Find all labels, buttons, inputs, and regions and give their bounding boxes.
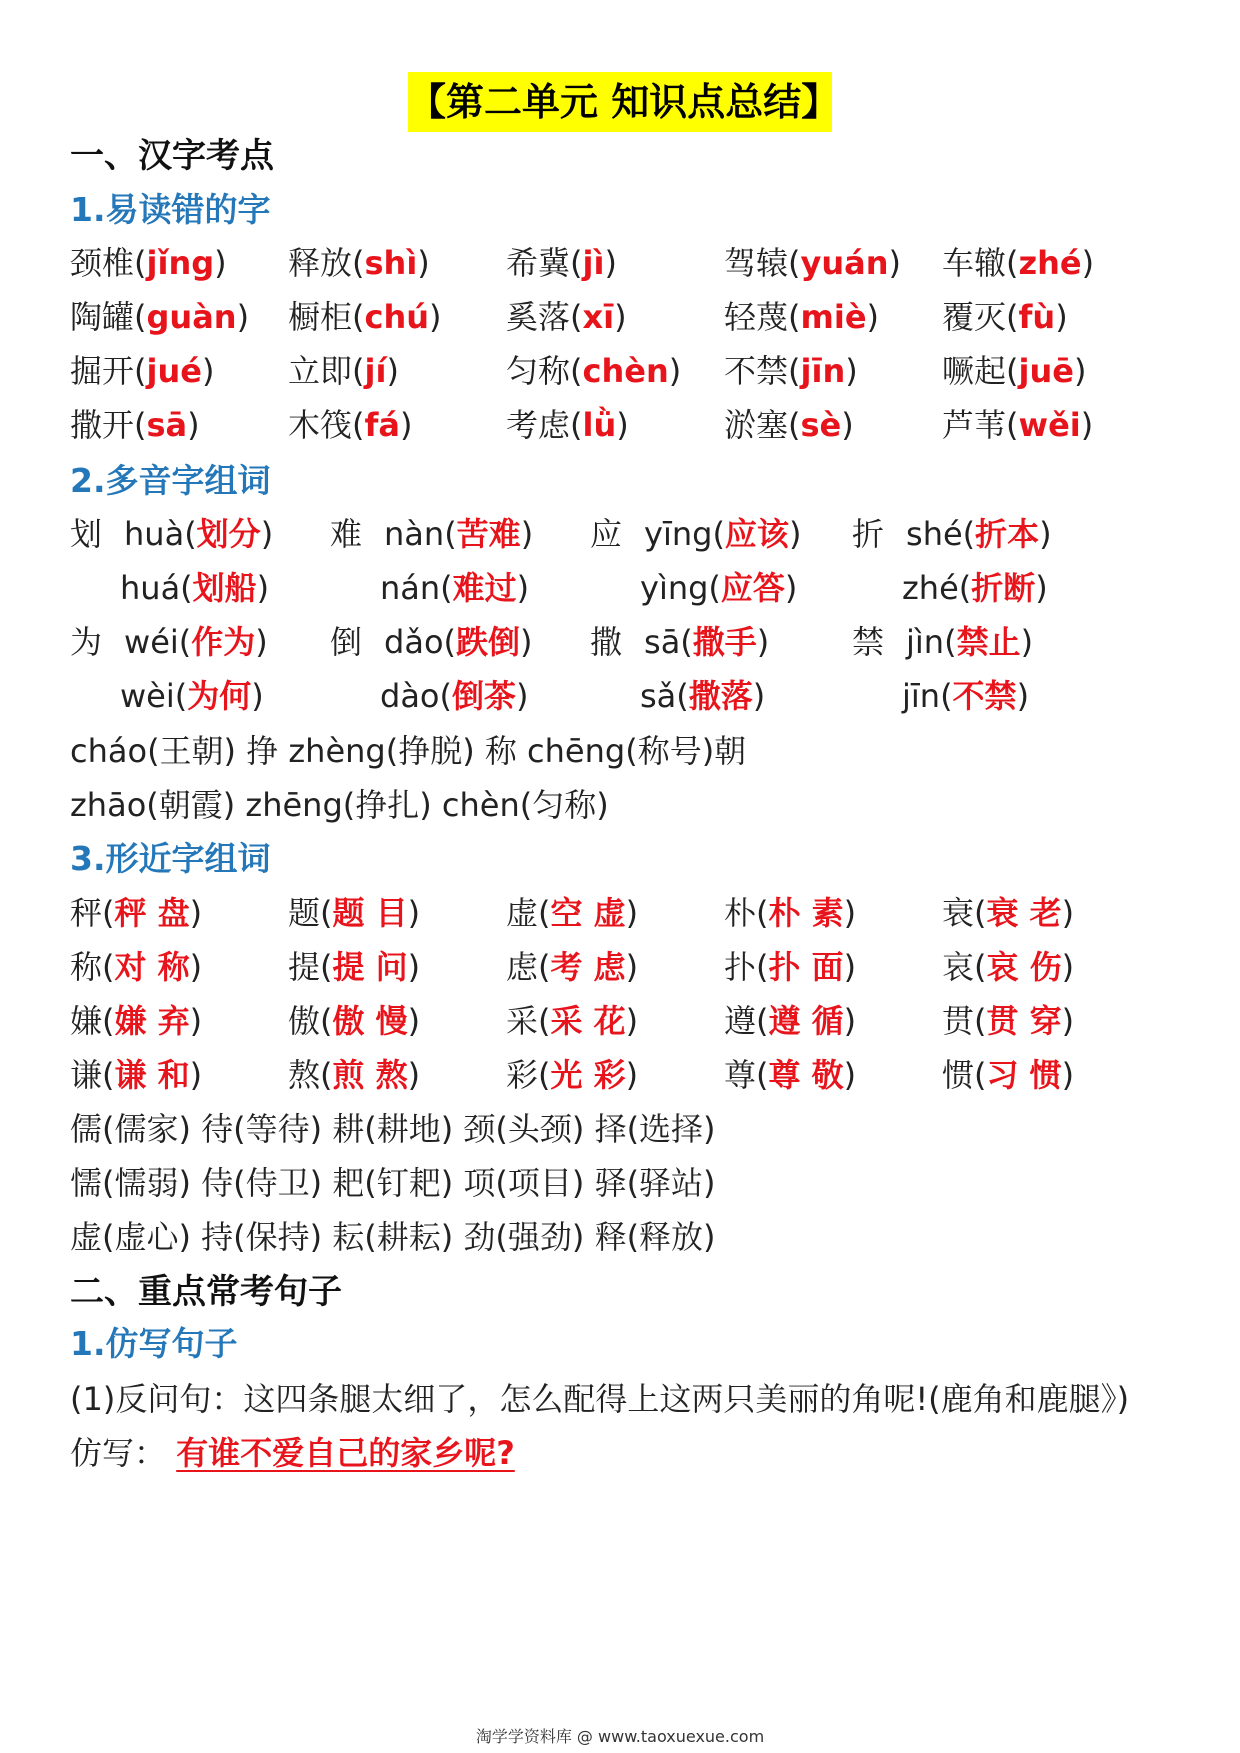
word-answer: 应答 <box>720 569 785 607</box>
similar-item <box>724 942 856 988</box>
close-paren: ) <box>189 1056 203 1094</box>
polyphone-b <box>380 563 529 609</box>
close-paren: ) <box>1081 244 1095 282</box>
word-answer: 朴 素 <box>768 894 844 932</box>
misread-item <box>70 400 200 446</box>
word: 不禁( <box>724 352 801 390</box>
close-paren: ) <box>407 1002 421 1040</box>
misread-item <box>942 238 1094 284</box>
word: 覆灭( <box>942 298 1019 336</box>
subheading-misread-chars: 1.易读错的字 <box>70 190 271 229</box>
pinyin-answer: jīn <box>800 352 846 390</box>
word-answer: 尊 敬 <box>768 1056 844 1094</box>
word-answer: 应该 <box>724 515 789 553</box>
char: 采( <box>506 1002 551 1040</box>
close-paren: ) <box>752 677 766 715</box>
misread-item <box>942 400 1093 446</box>
close-paren: ) <box>201 352 215 390</box>
misread-item <box>506 238 617 284</box>
word-answer: 嫌 弃 <box>114 1002 190 1040</box>
word: 噘起( <box>942 352 1019 390</box>
pinyin-answer: jì <box>582 244 605 282</box>
close-paren: ) <box>520 515 534 553</box>
pinyin-answer: juē <box>1018 352 1074 390</box>
imitate-label: 仿写： <box>70 1434 167 1472</box>
pinyin-answer: chèn <box>582 352 669 390</box>
close-paren: ) <box>417 244 430 282</box>
char: 哀( <box>942 948 987 986</box>
polyphone-char: 撒 <box>590 623 623 661</box>
word-answer: 折断 <box>971 569 1036 607</box>
word-answer: 难过 <box>452 569 517 607</box>
misread-item <box>70 346 214 392</box>
close-paren: ) <box>888 244 901 282</box>
word-answer: 不禁 <box>952 677 1017 715</box>
similar-item <box>288 996 420 1042</box>
close-paren: ) <box>843 948 857 986</box>
similar-line-1: 儒(儒家) 待(等待) 耕(耕地) 颈(头颈) 择(选择) <box>70 1110 716 1148</box>
close-paren: ) <box>625 1002 639 1040</box>
similar-item <box>288 888 420 934</box>
polyphone-b <box>640 671 765 717</box>
word: 撒开( <box>70 406 147 444</box>
pinyin: wéi( <box>124 623 192 661</box>
polyphone-char: 应 <box>590 515 623 553</box>
word: 奚落( <box>506 298 583 336</box>
similar-item <box>70 996 202 1042</box>
close-paren: ) <box>841 406 854 444</box>
polyphone-a <box>70 617 268 663</box>
word-answer: 秤 盘 <box>114 894 190 932</box>
pinyin: yīng( <box>644 515 725 553</box>
misread-item <box>288 238 430 284</box>
pinyin-answer: miè <box>800 298 867 336</box>
char: 朴( <box>724 894 769 932</box>
close-paren: ) <box>1016 677 1030 715</box>
close-paren: ) <box>189 1002 203 1040</box>
char: 贯( <box>942 1002 987 1040</box>
word-answer: 空 虚 <box>550 894 626 932</box>
close-paren: ) <box>845 352 858 390</box>
polyphone-b <box>902 563 1048 609</box>
similar-item <box>942 1050 1074 1096</box>
pinyin-answer: lǜ <box>582 406 617 444</box>
page-title: 【第二单元 知识点总结】 <box>408 72 832 132</box>
char: 谦( <box>70 1056 115 1094</box>
close-paren: ) <box>407 948 421 986</box>
misread-item <box>288 400 413 446</box>
close-paren: ) <box>189 948 203 986</box>
section-heading-sentences: 二、重点常考句子 <box>70 1272 342 1312</box>
char: 傲( <box>288 1002 333 1040</box>
close-paren: ) <box>625 1056 639 1094</box>
pinyin: huá( <box>120 569 193 607</box>
char: 尊( <box>724 1056 769 1094</box>
similar-item <box>942 888 1074 934</box>
word-answer: 划船 <box>192 569 257 607</box>
pinyin: nàn( <box>384 515 457 553</box>
close-paren: ) <box>429 298 442 336</box>
misread-item <box>942 346 1086 392</box>
word: 立即( <box>288 352 365 390</box>
polyphone-char: 划 <box>70 515 103 553</box>
close-paren: ) <box>616 406 629 444</box>
char: 嫌( <box>70 1002 115 1040</box>
word-answer: 苦难 <box>456 515 521 553</box>
word: 芦苇( <box>942 406 1019 444</box>
similar-item <box>70 888 202 934</box>
word-answer: 禁止 <box>956 623 1021 661</box>
misread-item <box>506 400 629 446</box>
similar-item <box>70 1050 202 1096</box>
word: 驾辕( <box>724 244 801 282</box>
close-paren: ) <box>614 298 627 336</box>
word-answer: 考 虑 <box>550 948 626 986</box>
word: 淤塞( <box>724 406 801 444</box>
similar-item <box>942 996 1074 1042</box>
subheading-polyphones: 2.多音字组词 <box>70 461 271 500</box>
close-paren: ) <box>407 894 421 932</box>
char: 衰( <box>942 894 987 932</box>
polyphone-a <box>590 509 801 555</box>
word-answer: 光 彩 <box>550 1056 626 1094</box>
close-paren: ) <box>866 298 879 336</box>
pinyin: dǎo( <box>384 623 456 661</box>
pinyin-answer: yuán <box>800 244 889 282</box>
char: 虑( <box>506 948 551 986</box>
close-paren: ) <box>1061 1002 1075 1040</box>
close-paren: ) <box>1073 352 1087 390</box>
close-paren: ) <box>516 677 529 715</box>
word-answer: 衰 老 <box>986 894 1062 932</box>
char: 秤( <box>70 894 115 932</box>
similar-item <box>288 942 420 988</box>
char: 彩( <box>506 1056 551 1094</box>
polyphone-b <box>902 671 1029 717</box>
char: 虚( <box>506 894 551 932</box>
pinyin-answer: jué <box>146 352 202 390</box>
similar-item <box>724 996 856 1042</box>
close-paren: ) <box>1061 948 1075 986</box>
pinyin-answer: xī <box>582 298 615 336</box>
polyphone-char: 禁 <box>852 623 885 661</box>
pinyin-answer: fá <box>364 406 401 444</box>
pinyin-answer: chú <box>364 298 430 336</box>
word: 释放( <box>288 244 365 282</box>
polyphone-a <box>852 617 1033 663</box>
pinyin: huà( <box>124 515 197 553</box>
pinyin: shé( <box>906 515 976 553</box>
close-paren: ) <box>1039 515 1052 553</box>
pinyin: dào( <box>380 677 452 715</box>
misread-item <box>288 292 442 338</box>
word: 车辙( <box>942 244 1019 282</box>
imitate-answer: 有谁不爱自己的家乡呢? <box>176 1434 515 1472</box>
word-answer: 谦 和 <box>114 1056 190 1094</box>
close-paren: ) <box>187 406 200 444</box>
pinyin: jīn( <box>902 677 953 715</box>
subheading-similar-chars: 3.形近字组词 <box>70 839 271 878</box>
close-paren: ) <box>843 1056 857 1094</box>
polyphone-a <box>330 509 533 555</box>
close-paren: ) <box>1061 894 1075 932</box>
close-paren: ) <box>251 677 264 715</box>
char: 惯( <box>942 1056 987 1094</box>
word-answer: 傲 慢 <box>332 1002 408 1040</box>
polyphone-b <box>380 671 528 717</box>
pinyin: wèi( <box>120 677 188 715</box>
close-paren: ) <box>604 244 617 282</box>
word-answer: 撒落 <box>688 677 753 715</box>
polyphone-b <box>640 563 797 609</box>
word: 掘开( <box>70 352 147 390</box>
close-paren: ) <box>625 894 639 932</box>
char: 称( <box>70 948 115 986</box>
pinyin-answer: wěi <box>1018 406 1081 444</box>
pinyin-answer: zhé <box>1018 244 1082 282</box>
pinyin-answer: fù <box>1018 298 1056 336</box>
word: 匀称( <box>506 352 583 390</box>
close-paren: ) <box>1020 623 1034 661</box>
similar-item <box>724 1050 856 1096</box>
word-answer: 采 花 <box>550 1002 626 1040</box>
misread-item <box>942 292 1068 338</box>
char: 遵( <box>724 1002 769 1040</box>
misread-item <box>70 238 227 284</box>
pinyin-answer: shì <box>364 244 418 282</box>
misread-item <box>724 238 901 284</box>
similar-item <box>506 942 638 988</box>
word-answer: 提 问 <box>332 948 408 986</box>
misread-item <box>506 292 627 338</box>
word-answer: 贯 穿 <box>986 1002 1062 1040</box>
close-paren: ) <box>256 569 270 607</box>
word-answer: 作为 <box>191 623 256 661</box>
word-answer: 对 称 <box>114 948 190 986</box>
section-heading-characters: 一、汉字考点 <box>70 136 274 176</box>
char: 熬( <box>288 1056 333 1094</box>
close-paren: ) <box>1061 1056 1075 1094</box>
pinyin: yìng( <box>640 569 721 607</box>
pinyin-answer: jí <box>364 352 387 390</box>
pinyin: sā( <box>644 623 693 661</box>
word: 轻蔑( <box>724 298 801 336</box>
polyphone-a <box>70 509 273 555</box>
close-paren: ) <box>756 623 770 661</box>
misread-item <box>506 346 681 392</box>
word-answer: 煎 熬 <box>332 1056 408 1094</box>
word-answer: 划分 <box>196 515 261 553</box>
pinyin: nán( <box>380 569 453 607</box>
polyphone-char: 倒 <box>330 623 363 661</box>
close-paren: ) <box>407 1056 421 1094</box>
footer-watermark: 淘学学资料库 @ www.taoxuexue.com <box>475 1727 765 1746</box>
close-paren: ) <box>189 894 203 932</box>
word: 木筏( <box>288 406 365 444</box>
word-answer: 题 目 <box>332 894 408 932</box>
misread-item <box>288 346 399 392</box>
word: 橱柜( <box>288 298 365 336</box>
misread-item <box>70 292 249 338</box>
close-paren: ) <box>255 623 268 661</box>
polyphone-a <box>330 617 533 663</box>
polyphone-char: 为 <box>70 623 103 661</box>
word: 希冀( <box>506 244 583 282</box>
close-paren: ) <box>843 1002 857 1040</box>
pinyin-answer: sā <box>146 406 188 444</box>
close-paren: ) <box>520 623 533 661</box>
word: 颈椎( <box>70 244 147 282</box>
polyphone-line-a: cháo(王朝) 挣 zhèng(挣脱) 称 chēng(称号)朝 <box>70 732 747 770</box>
pinyin: zhé( <box>902 569 972 607</box>
word-answer: 遵 循 <box>768 1002 844 1040</box>
close-paren: ) <box>1035 569 1048 607</box>
polyphone-char: 折 <box>852 515 885 553</box>
close-paren: ) <box>1055 298 1068 336</box>
similar-line-3: 虚(虚心) 持(保持) 耘(耕耘) 劲(强劲) 释(释放) <box>70 1218 716 1256</box>
word: 陶罐( <box>70 298 147 336</box>
misread-item <box>724 292 879 338</box>
close-paren: ) <box>784 569 798 607</box>
word-answer: 撒手 <box>692 623 757 661</box>
similar-item <box>724 888 856 934</box>
close-paren: ) <box>236 298 250 336</box>
polyphone-b <box>120 671 264 717</box>
word-answer: 哀 伤 <box>986 948 1062 986</box>
word-answer: 为何 <box>187 677 252 715</box>
close-paren: ) <box>668 352 682 390</box>
misread-item <box>724 400 854 446</box>
question-rhetorical: (1)反问句：这四条腿太细了，怎么配得上这两只美丽的角呢!(鹿角和鹿腿》) <box>70 1380 1130 1418</box>
imitate-answer-line <box>70 1428 515 1474</box>
close-paren: ) <box>400 406 413 444</box>
close-paren: ) <box>260 515 274 553</box>
pinyin-answer: guàn <box>146 298 237 336</box>
polyphone-line-b: zhāo(朝霞) zhēng(挣扎) chèn(匀称) <box>70 786 609 824</box>
pinyin-answer: jǐng <box>146 244 215 282</box>
char: 扑( <box>724 948 769 986</box>
pinyin-answer: sè <box>800 406 842 444</box>
char: 题( <box>288 894 333 932</box>
close-paren: ) <box>386 352 399 390</box>
polyphone-b <box>120 563 269 609</box>
word-answer: 习 惯 <box>986 1056 1062 1094</box>
close-paren: ) <box>1080 406 1094 444</box>
pinyin: jìn( <box>906 623 957 661</box>
word-answer: 跌倒 <box>456 623 521 661</box>
close-paren: ) <box>788 515 802 553</box>
close-paren: ) <box>843 894 857 932</box>
polyphone-char: 难 <box>330 515 363 553</box>
similar-item <box>506 1050 638 1096</box>
close-paren: ) <box>214 244 227 282</box>
word-answer: 倒茶 <box>451 677 516 715</box>
word-answer: 折本 <box>975 515 1040 553</box>
word: 考虑( <box>506 406 583 444</box>
similar-item <box>288 1050 420 1096</box>
similar-item <box>506 888 638 934</box>
similar-item <box>942 942 1074 988</box>
polyphone-a <box>852 509 1052 555</box>
pinyin: sǎ( <box>640 677 689 715</box>
similar-line-2: 懦(懦弱) 侍(侍卫) 耙(钉耙) 项(项目) 驿(驿站) <box>70 1164 716 1202</box>
word-answer: 扑 面 <box>768 948 844 986</box>
char: 提( <box>288 948 333 986</box>
misread-item <box>724 346 858 392</box>
similar-item <box>70 942 202 988</box>
close-paren: ) <box>516 569 530 607</box>
polyphone-a <box>590 617 769 663</box>
close-paren: ) <box>625 948 639 986</box>
subheading-imitate: 1.仿写句子 <box>70 1324 238 1363</box>
similar-item <box>506 996 638 1042</box>
